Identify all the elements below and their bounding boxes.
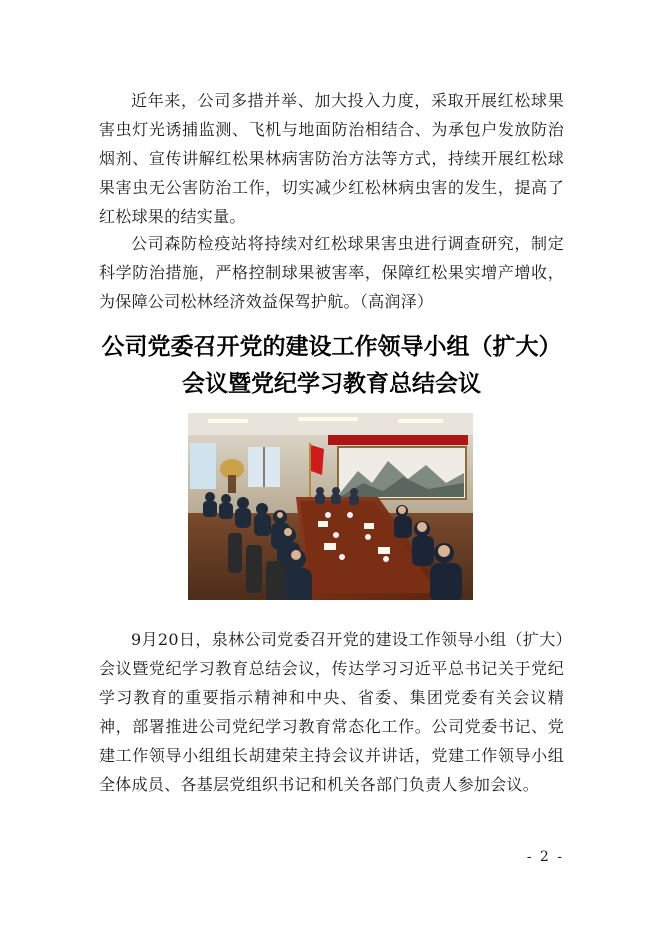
news-paragraph: 9月20日，泉林公司党委召开党的建设工作领导小组（扩大）会议暨党纪学习教育总结会议，传达学习习近平总书记关于党纪学习教育的重要指示精神和中央、省委、集团党委有关会议精神，部署推进公司党纪学习教育常态化工作。公司党委书记、党建工作领导小组组长胡建荣主持会议并讲话，党建工作领导小组全体成员、各基层党组织书记和机关各部门负责人参加会议。 — [99, 630, 564, 794]
article-paragraph-2: 公司森防检疫站将持续对红松球果害虫进行调查研究，制定科学防治措施，严格控制球果被害率，保障红松果实增产增收，为保障公司松林经济效益保驾护航。（高润泽） — [99, 234, 564, 311]
news-title: 公司党委召开党的建设工作领导小组（扩大）会议暨党纪学习教育总结会议 — [101, 334, 562, 397]
article-paragraph-1: 近年来，公司多措并举、加大投入力度，采取开展红松球果害虫灯光诱捕监测、飞机与地面防治相结合、为承包户发放防治烟剂、宣传讲解红松果林病害防治方法等方式，持续开展红松球果害虫无公害防治工作，切实减少红松林病虫害的发生，提高了红松球果的结实量。 — [99, 91, 564, 226]
meeting-photo — [188, 413, 473, 600]
page-number: - 2 - — [526, 849, 564, 865]
